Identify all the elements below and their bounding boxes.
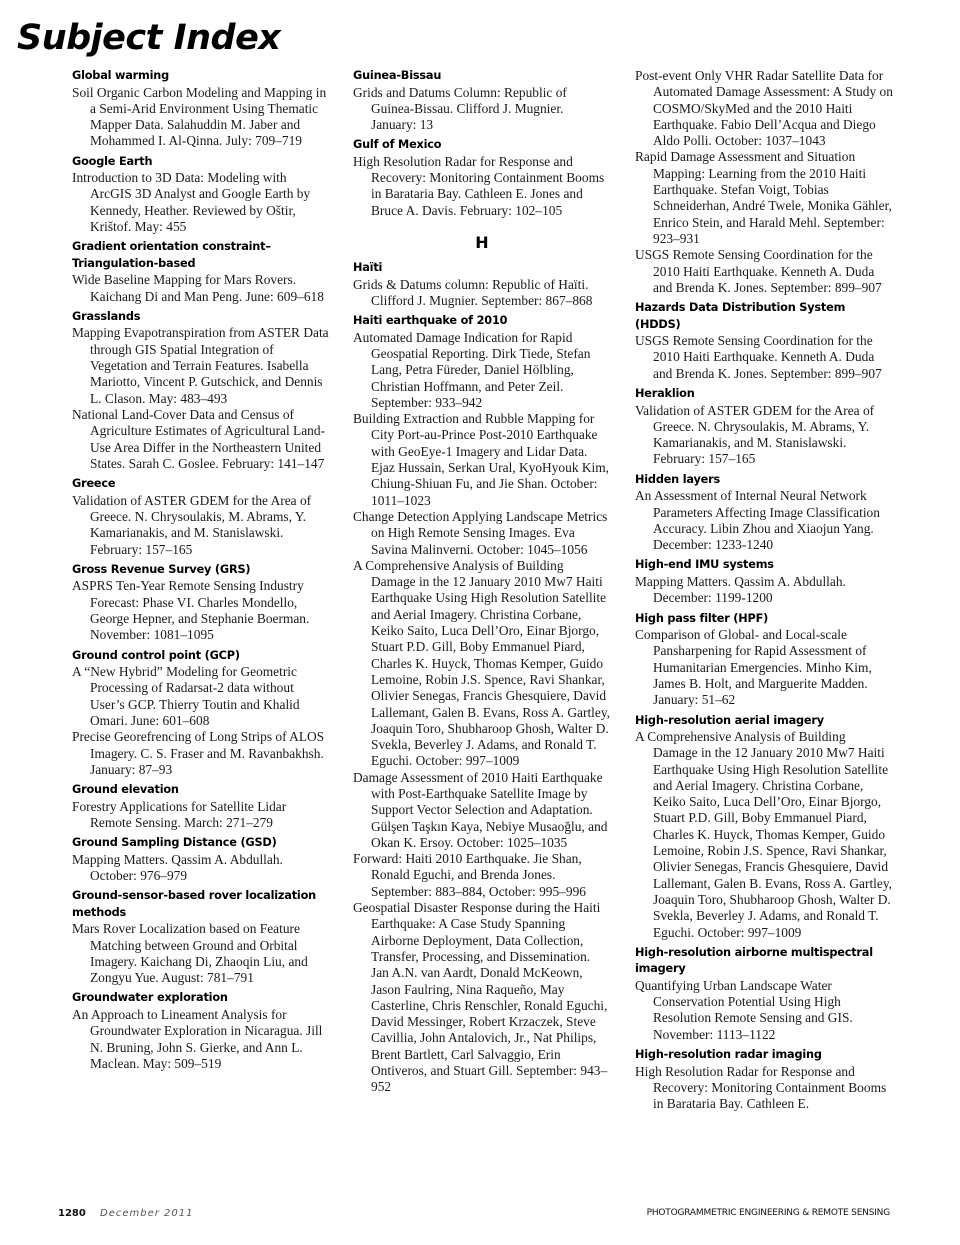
index-citation: An Assessment of Internal Neural Network Parameters Affecting Image Classification Accuracy. Libin Zhou and Xiaojun Yang. December: 1233-1240 <box>635 488 880 553</box>
index-entry <box>72 835 330 884</box>
index-citation: Mapping Evapotranspiration from ASTER Data through GIS Spatial Integration of Vegetation and Terrain Features. Isabella Mariotto, Vincent P. Gutschick, and Dennis L. Clason. May: 483–493 <box>72 325 329 406</box>
index-heading: Greece <box>72 477 116 491</box>
index-entry <box>635 945 893 1043</box>
index-column-3 <box>635 68 893 1116</box>
index-citation: Mars Rover Localization based on Feature Matching between Ground and Orbital Imagery. Kaichang Di, Zhaoqin Liu, and Zongyu Yue. August: 781–791 <box>72 921 308 986</box>
index-citation: Mapping Matters. Qassim A. Abdullah. December: 1199-1200 <box>635 573 846 606</box>
index-citation: A Comprehensive Analysis of Building Damage in the 12 January 2010 Mw7 Haiti Earthquake Using High Resolution Satellite and Aerial Imagery. Christina Corbane, Keiko Saito, Luca Dell’Oro, Einar Bjorgo, Stuart P.D. Gill, Boby Emmanuel Piard, Charles K. Huyck, Thomas Kemper, Guido Lemoine, Robin J.S. Spence, Ravi Shankar, Olivier Senegas, Francis Ghesquiere, David Lallemant, Galen B. Evans, Ross A. Gartley, Joaquin Toro, Shubharoop Ghosh, Walter D. Svekla, Beverley J. Adams, and Ronald T. Eguchi. October: 997–1009 <box>353 557 610 769</box>
index-citation: Introduction to 3D Data: Modeling with ArcGIS 3D Analyst and Google Earth by Kennedy, Heather. Reviewed by Oštir, Krištof. May: 455 <box>72 170 311 235</box>
index-citation: Soil Organic Carbon Modeling and Mapping in a Semi-Arid Environment Using Thematic Mapper Data. Salahuddin M. Jaber and Mohammed I. Al-Qinna. July: 709–719 <box>72 84 327 149</box>
index-citation: Validation of ASTER GDEM for the Area of Greece. N. Chrysoulakis, M. Abrams, Y. Kamarianakis, and M. Stanislawski. February: 157–165 <box>635 402 875 467</box>
index-entry <box>72 990 330 1072</box>
index-citation: Damage Assessment of 2010 Haiti Earthquake with Post-Earthquake Satellite Image by Support Vector Selection and Adaptation. Gülşen Taşkın Kaya, Nebiye Musaoğlu, and Okan K. Ersoy. October: 1025–1035 <box>353 769 608 850</box>
index-citation: Geospatial Disaster Response during the Haiti Earthquake: A Case Study Spanning Airborne Deployment, Data Collection, Transfer, Processing, and Dissemination. Jan A.N. van Aardt, Donald McKeown, Jason Faulring, Nina Raqueño, May Casterline, Chris Renschler, Ronald Eguchi, David Messinger, Robert Krzaczek, Steve Cavillia, John Antalovich, Jr., Nat Philips, Brent Bartlett, Carl Salvaggio, Erin Ontiveros, and Stuart Gill. September: 943–952 <box>353 900 608 1095</box>
index-heading: Hidden layers <box>635 472 721 486</box>
index-citation: Wide Baseline Mapping for Mars Rovers. Kaichang Di and Man Peng. June: 609–618 <box>72 272 324 304</box>
index-entry <box>635 300 893 382</box>
index-heading: Grasslands <box>72 309 141 323</box>
index-citation: High Resolution Radar for Response and Recovery: Monitoring Containment Booms in Barataria Bay. Cathleen E. Jones and Bruce A. Davis. February: 102–105 <box>353 153 605 218</box>
index-citation: A “New Hybrid” Modeling for Geometric Processing of Radarsat-2 data without User’s GCP. Thierry Toutin and Khalid Omari. June: 601–608 <box>72 664 300 728</box>
index-entry <box>635 557 893 606</box>
index-heading: Heraklion <box>635 387 695 401</box>
index-citation: USGS Remote Sensing Coordination for the 2010 Haiti Earthquake. Kenneth A. Duda and Brenda K. Jones. September: 899–907 <box>635 247 882 295</box>
index-heading: Ground control point (GCP) <box>72 648 240 662</box>
journal-name: PHOTOGRAMMETRIC ENGINEERING & REMOTE SENSING <box>646 1208 890 1218</box>
index-citation: National Land-Cover Data and Census of Agriculture Estimates of Agricultural Land-Use Area Differ in the Northeastern United States. Sarah C. Goslee. February: 141–147 <box>72 406 326 471</box>
index-entry <box>635 472 893 554</box>
index-entry <box>72 648 330 779</box>
index-citation: Building Extraction and Rubble Mapping for City Port-au-Prince Post-2010 Earthquake with GeoEye-1 Imagery and Lidar Data. Ejaz Hussain, Serkan Ural, KyoHyouk Kim, Chiung-Shiuan Fu, and Jie Shan. October: 1011–1023 <box>353 411 610 508</box>
index-entry <box>353 260 611 309</box>
index-citation: Comparison of Global- and Local-scale Pansharpening for Rapid Assessment of Humanitarian Emergencies. Minho Kim, James B. Holt, and Marguerite Madden. January: 51–62 <box>635 627 872 708</box>
index-entry <box>72 154 330 236</box>
index-citation: Forestry Applications for Satellite Lidar Remote Sensing. March: 271–279 <box>72 798 287 830</box>
index-group-g-continued <box>353 68 611 219</box>
index-entry <box>72 782 330 831</box>
index-heading: Gradient orientation constraint–Triangulation-based <box>72 240 271 270</box>
index-citation: Quantifying Urban Landscape Water Conservation Potential Using High Resolution Remote Sensing and GIS. November: 1113–1122 <box>635 977 853 1042</box>
index-citation: Post-event Only VHR Radar Satellite Data for Automated Damage Assessment: A Study on COSMO/SkyMed and the 2010 Haiti Earthquake. Fabio Dell’Acqua and Diego Aldo Polli. October: 1037–1043 <box>635 68 893 149</box>
index-heading: Haïti <box>353 261 383 275</box>
index-entry <box>72 68 330 150</box>
index-heading: Ground-sensor-based rover localization methods <box>72 889 316 919</box>
index-heading: Groundwater exploration <box>72 991 228 1005</box>
index-entry <box>72 309 330 472</box>
index-entry <box>635 1047 893 1112</box>
index-heading: Guinea-Bissau <box>353 69 442 82</box>
index-entry <box>72 476 330 558</box>
index-column-2 <box>353 68 611 1100</box>
index-citation: Automated Damage Indication for Rapid Geospatial Reporting. Dirk Tiede, Stefan Lang, Petra Füreder, Daniel Hölbling, Christian Hoffmann, and Peter Zeil. September: 933–942 <box>353 329 591 410</box>
index-citation: Grids and Datums Column: Republic of Guinea-Bissau. Clifford J. Mugnier. January: 13 <box>353 84 567 133</box>
index-citation: A Comprehensive Analysis of Building Damage in the 12 January 2010 Mw7 Haiti Earthquake Using High Resolution Satellite and Aerial Imagery. Christina Corbane, Keiko Saito, Luca Dell’Oro, Einar Bjorgo, Stuart P.D. Gill, Boby Emmanuel Piard, Charles K. Huyck, Thomas Kemper, Guido Lemoine, Robin J.S. Spence, Ravi Shankar, Olivier Senegas, Francis Ghesquiere, David Lallemant, Galen B. Evans, Ross A. Gartley, Joaquin Toro, Shubharoop Ghosh, Walter D. Svekla, Beverley J. Adams, and Ronald T. Eguchi. October: 997–1009 <box>635 729 892 940</box>
index-entry <box>353 68 611 133</box>
index-entry <box>635 713 893 941</box>
index-citation: An Approach to Lineament Analysis for Groundwater Exploration in Nicaragua. Jill N. Bruning, John S. Gierke, and Ann L. Maclean. May: 509–519 <box>72 1006 323 1071</box>
index-heading: Gross Revenue Survey (GRS) <box>72 562 251 576</box>
index-citation: Validation of ASTER GDEM for the Area of Greece. N. Chrysoulakis, M. Abrams, Y. Kamarianakis, and M. Stanislawski. February: 157–165 <box>72 492 312 557</box>
index-entry <box>72 239 330 305</box>
index-citation: Grids & Datums column: Republic of Haïti. Clifford J. Mugnier. September: 867–868 <box>353 276 593 308</box>
index-heading: Ground elevation <box>72 783 179 797</box>
index-heading: Gulf of Mexico <box>353 138 442 152</box>
index-citation: High Resolution Radar for Response and Recovery: Monitoring Containment Booms in Barataria Bay. Cathleen E. <box>635 1063 887 1112</box>
index-entry <box>635 68 893 296</box>
index-heading: High-resolution aerial imagery <box>635 713 824 727</box>
index-heading: High pass filter (HPF) <box>635 611 769 625</box>
index-citation: USGS Remote Sensing Coordination for the 2010 Haiti Earthquake. Kenneth A. Duda and Brenda K. Jones. September: 899–907 <box>635 333 882 381</box>
index-citation: ASPRS Ten-Year Remote Sensing Industry Forecast: Phase VI. Charles Mondello, George Hepner, and Stephanie Boerman. November: 1081–1095 <box>72 578 310 643</box>
index-entry <box>635 386 893 468</box>
index-column-1 <box>72 68 330 1076</box>
index-heading: Global warming <box>72 69 170 82</box>
index-entry <box>353 137 611 219</box>
page-title: Subject Index <box>17 18 281 58</box>
index-heading: Ground Sampling Distance (GSD) <box>72 836 277 850</box>
index-citation: Precise Georefrencing of Long Strips of ALOS Imagery. C. S. Fraser and M. Ravanbakhsh. January: 87–93 <box>72 729 325 777</box>
index-group-h <box>353 260 611 1096</box>
index-entry <box>72 562 330 644</box>
index-entry <box>353 313 611 1095</box>
index-citation: Mapping Matters. Qassim A. Abdullah. October: 976–979 <box>72 851 283 883</box>
index-heading: High-resolution radar imaging <box>635 1048 822 1062</box>
index-heading: Google Earth <box>72 154 153 168</box>
index-heading: High-end IMU systems <box>635 558 774 572</box>
index-entry <box>72 888 330 986</box>
index-citation: Rapid Damage Assessment and Situation Mapping: Learning from the 2010 Haiti Earthquake. Stefan Voigt, Tobias Schneiderhan, André Twele, Monika Gähler, Enrico Stein, and Harald Mehl. September: 923–931 <box>635 149 892 246</box>
index-heading: High-resolution airborne multispectral imagery <box>635 945 873 976</box>
index-citation: Forward: Haiti 2010 Earthquake. Jie Shan, Ronald Eguchi, and Brenda Jones. September: 883–884, October: 995–996 <box>353 851 586 899</box>
issue-date: December 2011 <box>100 1208 194 1219</box>
section-letter: H <box>475 233 489 253</box>
index-citation: Change Detection Applying Landscape Metrics on High Remote Sensing Images. Eva Savina Malinverni. October: 1045–1056 <box>353 508 608 557</box>
page-number: 1280 <box>58 1208 86 1219</box>
index-heading: Hazards Data Distribution System (HDDS) <box>635 301 846 331</box>
index-entry <box>635 611 893 709</box>
index-heading: Haiti earthquake of 2010 <box>353 314 508 328</box>
